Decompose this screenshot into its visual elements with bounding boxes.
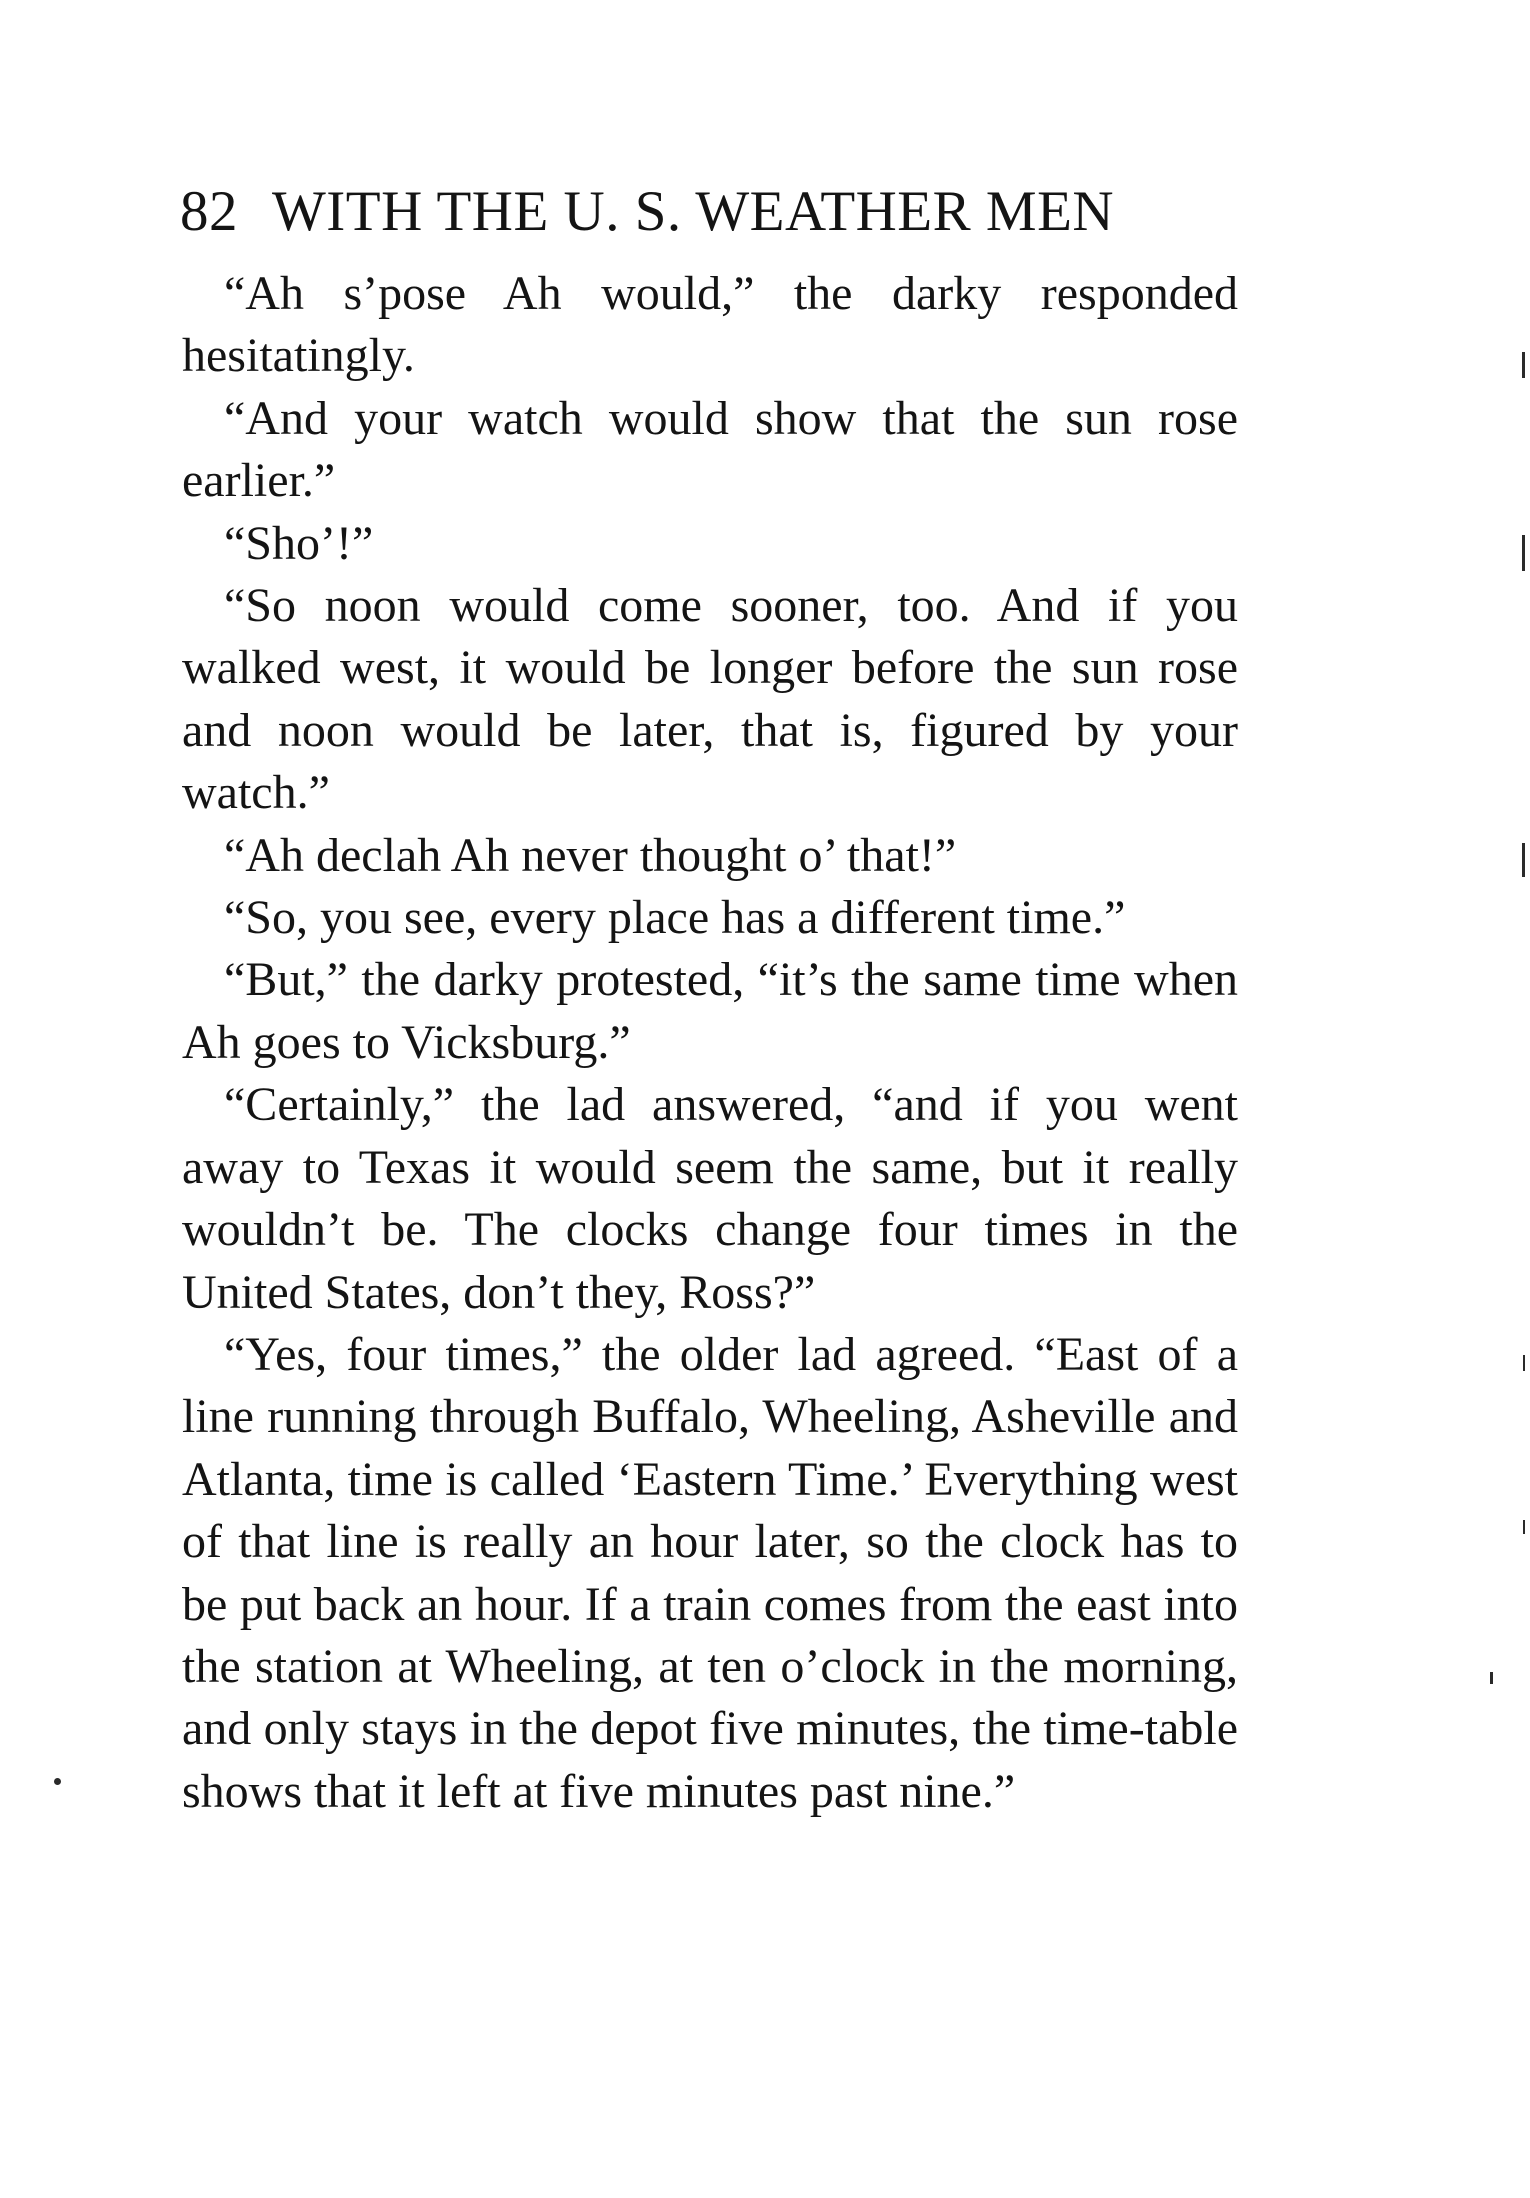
- paragraph: “But,” the darky protested, “it’s the same time when Ah goes to Vicksburg.”: [182, 953, 1238, 1069]
- running-head: WITH THE U. S. WEATHER MEN: [272, 180, 1115, 243]
- scan-mark: [1522, 843, 1525, 877]
- paragraph: “So, you see, every place has a different time.”: [224, 891, 1126, 945]
- scan-mark: [1522, 535, 1525, 571]
- paragraph: “Certainly,” the lad answered, “and if you went away to Texas it would seem the same, but it really wouldn’t be. The clocks change four times in the United States, don’t they, Ross?”: [182, 1078, 1238, 1319]
- scan-mark: [1490, 1672, 1493, 1684]
- paragraph: “Yes, four times,” the older lad agreed. “East of a line running through Buffalo, Wheeling, Asheville and Atlanta, time is called ‘Eastern Time.’ Everything west of that line is really an hour later, so the clock has to be put back an hour. If a train comes from the east into the station at Wheeling, at ten o’clock in the morning, and only stays in the depot five minutes, the time-table shows that it left at five minutes past nine.”: [182, 1327, 1238, 1818]
- scan-mark: [1522, 352, 1525, 378]
- paragraph: “Ah s’pose Ah would,” the darky responded hesitatingly.: [182, 267, 1238, 383]
- paragraph: “Ah declah Ah never thought o’ that!”: [224, 828, 957, 882]
- page-header: [180, 172, 1240, 252]
- scan-mark: [1523, 1520, 1525, 1534]
- paragraph: “Sho’!”: [224, 516, 374, 570]
- body-text: [182, 263, 1238, 1823]
- paragraph: “And your watch would show that the sun rose earlier.”: [182, 391, 1238, 508]
- scan-mark: [54, 1778, 61, 1785]
- scan-mark: [1523, 1355, 1525, 1371]
- paragraph: “So noon would come sooner, too. And if you walked west, it would be longer before the sun rose and noon would be later, that is, figured by your watch.”: [182, 579, 1238, 820]
- page-number: 82: [180, 180, 238, 243]
